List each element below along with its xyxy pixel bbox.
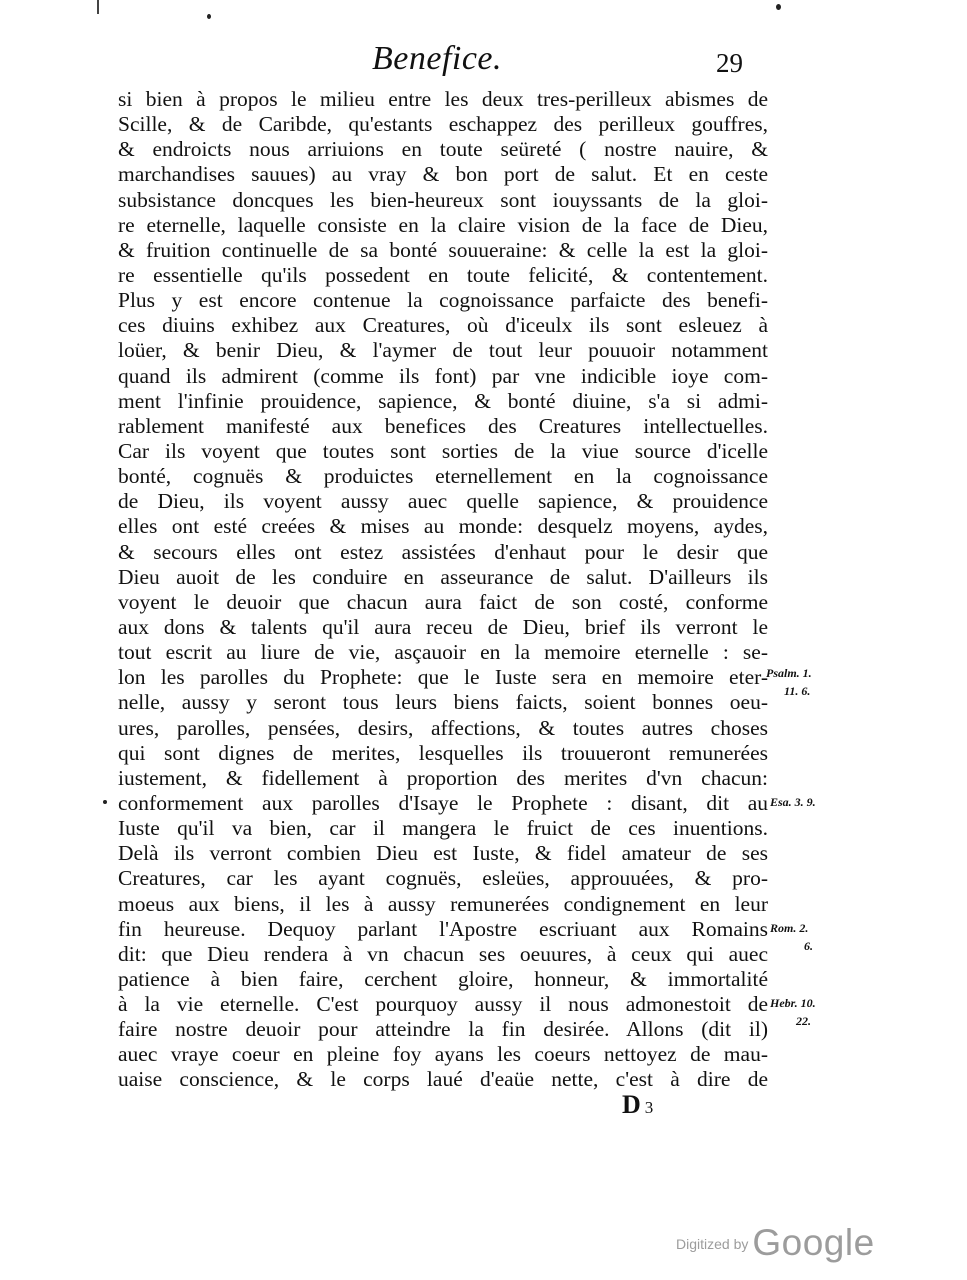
margin-note-line: Esa. 3. 9.: [770, 795, 816, 809]
text-line: Delà ils verront combien Dieu est Iuste, & fidel amateur de ses: [118, 841, 768, 866]
margin-note-line: 6.: [804, 939, 813, 953]
text-line: Iuste qu'il va bien, car il mangera le fruict de ces inuentions.: [118, 816, 768, 841]
margin-note-esa: [770, 793, 816, 811]
signature-letter: D: [622, 1090, 641, 1119]
digitized-prefix: Digitized by: [676, 1236, 749, 1252]
text-line: loüer, & benir Dieu, & l'aymer de tout leur pouuoir notamment: [118, 338, 768, 363]
ink-speck: [103, 800, 107, 804]
text-line: uaise conscience, & le corps laué d'eaüe nette, c'est à dire de: [118, 1067, 768, 1092]
text-line: ces diuins exhibez aux Creatures, où d'iceulx ils sont esleuez à: [118, 313, 768, 338]
text-line: re eternelle, laquelle consiste en la claire vision de la face de Dieu,: [118, 212, 768, 237]
ink-speck: [207, 14, 211, 19]
text-line: Dieu auoit de les conduire en asseurance de salut. D'ailleurs ils: [118, 564, 768, 589]
margin-note-hebr: [770, 994, 816, 1030]
text-line: subsistance doncques les bien-heureux sont iouyssants de la gloi-: [118, 187, 768, 212]
text-line: Car ils voyent que toutes sont sorties de la viue source d'icelle: [118, 438, 768, 463]
text-line: conformement aux parolles d'Isaye le Prophete : disant, dit au: [118, 790, 768, 815]
text-line: iustement, & fidellement à proportion des merites d'vn chacun:: [118, 765, 768, 790]
text-line: & secours elles ont estez assistées d'enhaut pour le desir que: [118, 539, 768, 564]
text-line: quand ils admirent (comme ils font) par vne indicible ioye com-: [118, 363, 768, 388]
edge-mark: [97, 0, 99, 14]
text-line: auec vraye coeur en pleine foy ayans les coeurs nettoyez de mau-: [118, 1042, 768, 1067]
text-line: Creatures, car les ayant cognuës, esleües, approuuées, & pro-: [118, 866, 768, 891]
margin-note-line: 22.: [796, 1014, 811, 1028]
text-line: qui sont dignes de merites, lesquelles ils trouueront remunerées: [118, 740, 768, 765]
text-line: moeus aux biens, il les à aussy remunerées condignement en leur: [118, 891, 768, 916]
text-line: & endroicts nous arriuions en toute seüreté ( nostre nauire, &: [118, 137, 768, 162]
text-line: elles ont esté creées & mises au monde: desquelz moyens, aydes,: [118, 514, 768, 539]
text-line: à la vie eternelle. C'est pourquoy aussy il nous admonestoit de: [118, 992, 768, 1017]
margin-note-line: Hebr. 10.: [770, 996, 816, 1010]
text-line: ment l'infinie prouidence, sapience, & bonté diuine, s'a si admi-: [118, 388, 768, 413]
text-line: Scille, & de Caribde, qu'estants eschappez des perilleux gouffres,: [118, 112, 768, 137]
ink-speck: [776, 4, 781, 10]
text-line: tout escrit au liure de vie, asçauoir en la memoire eternelle : se-: [118, 640, 768, 665]
signature-number: 3: [644, 1098, 654, 1117]
text-line: re essentielle qu'ils possedent en toute felicité, & contentement.: [118, 262, 768, 287]
text-line: de Dieu, ils voyent aussy auec quelle sapience, & prouidence: [118, 489, 768, 514]
margin-note-line: Rom. 2.: [770, 921, 809, 935]
text-line: lon les parolles du Prophete: que le Iuste sera en memoire eter-: [118, 665, 768, 690]
margin-note-line: 11. 6.: [784, 684, 811, 698]
text-line: aux dons & talents qu'il aura receu de Dieu, brief ils verront le: [118, 614, 768, 639]
text-line: dit: que Dieu rendera à vn chacun ses oeuures, à ceux qui auec: [118, 941, 768, 966]
text-line: rablement manifesté aux benefices des Creatures intellectuelles.: [118, 413, 768, 438]
text-line: si bien à propos le milieu entre les deux tres-perilleux abismes de: [118, 87, 768, 111]
text-line: nelle, aussy y seront tous leurs biens faicts, soient bonnes oeu-: [118, 690, 768, 715]
text-line: patience à bien faire, cerchent gloire, honneur, & immortalité: [118, 966, 768, 991]
margin-note-line: Psalm. 1.: [766, 666, 812, 680]
text-line: Plus y est encore contenue la cognoissance parfaicte des benefi-: [118, 288, 768, 313]
signature-mark: [622, 1090, 653, 1120]
text-line: bonté, cognuës & produictes eternellement en la cognoissance: [118, 464, 768, 489]
text-line: faire nostre deuoir pour atteindre la fin desirée. Allons (dit il): [118, 1017, 768, 1042]
page-number: 29: [716, 48, 743, 78]
margin-note-rom: [770, 919, 813, 955]
google-logo-text: Google: [752, 1222, 875, 1263]
text-line: marchandises sauues) au vray & bon port de salut. Et en ceste: [118, 162, 768, 187]
text-line: fin heureuse. Dequoy parlant l'Apostre escriuant aux Romains: [118, 916, 768, 941]
running-title: Benefice.: [372, 40, 503, 77]
text-line: voyent le deuoir que chacun aura faict de son costé, conforme: [118, 589, 768, 614]
text-line: & fruition continuelle de sa bonté souueraine: & celle la est la gloi-: [118, 237, 768, 262]
digitized-watermark: [676, 1222, 875, 1264]
body-text: [118, 87, 768, 1093]
text-line: ures, parolles, pensées, desirs, affections, & toutes autres choses: [118, 715, 768, 740]
margin-note-psalm: [766, 664, 812, 700]
